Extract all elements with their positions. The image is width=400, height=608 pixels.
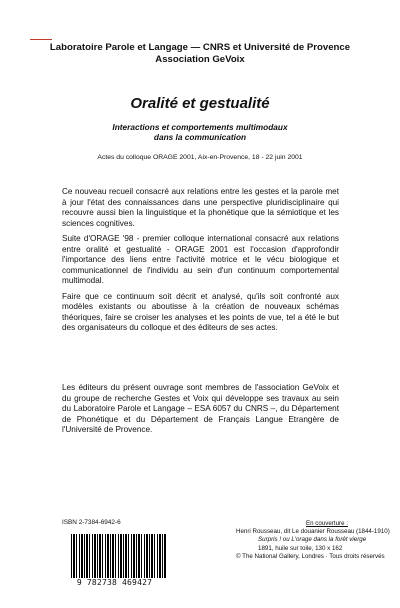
barcode-digits: 9 782738 469427 [76, 578, 153, 587]
header-line-lab: Laboratoire Parole et Langage — CNRS et Université de Provence [49, 42, 351, 53]
conference-info: Actes du colloque ORAGE 2001, Aix-en-Provence, 18 - 22 juin 2001 [97, 154, 303, 161]
association-note [62, 383, 339, 441]
credits-copyright: © The National Gallery, Londres · Tous droits réservés [236, 552, 385, 560]
barcode [63, 534, 166, 588]
book-subtitle [0, 122, 400, 142]
cover-credits [236, 520, 390, 561]
barcode-bars [71, 534, 166, 578]
book-title: Oralité et gestualité [130, 95, 270, 112]
subtitle-line-2: dans la communication [153, 132, 247, 142]
credits-heading: En couverture : [306, 520, 348, 527]
accent-mark [30, 39, 52, 40]
blurb-paragraph-1: Ce nouveau recueil consacré aux relations entre les gestes et la parole met à jour l'état des connaissances dans une perspective pluridisciplinaire qui recouvre aussi bien la linguistique et la phonétique que la sémiotique et les sciences cognitives. [62, 187, 339, 228]
blurb-paragraph-3: Faire que ce continuum soit décrit et analysé, qu'ils soit confronté aux modèles existants ou aboutisse à la création de nouveaux schémas théoriques, faire se croiser les analyses et les points de vue, tel a été le but des organisateurs du colloque et des éditeurs de ses actes. [62, 291, 339, 332]
credits-artist: Henri Rousseau, dit Le douanier Rousseau (1844-1910) [236, 528, 390, 536]
isbn: ISBN 2-7384-6942-6 [62, 519, 121, 526]
credits-medium: 1891, huile sur toile, 130 x 162 [258, 544, 343, 552]
credits-artwork: Surpris ! ou L'orage dans la forêt vierge [258, 536, 367, 544]
blurb-paragraph-2: Suite d'ORAGE '98 - premier colloque international consacré aux relations entre oralité et gestualité - ORAGE 2001 est l'occasion d'approfondir l'importance des liens entre l'activité motrice et le vécu biologique et communicationnel de l'individu au sein d'un continuum comportemental multimodal. [62, 234, 339, 285]
publisher-header [0, 42, 400, 66]
header-line-association: Association GeVoix [155, 54, 245, 65]
association-paragraph: Les éditeurs du présent ouvrage sont membres de l'association GeVoix et du groupe de recherche Gestes et Voix qui développe ses travaux au sein du Laboratoire Parole et Langage – ESA 6057 du CNRS –, du Département de Phonétique et du Département de Français Langue Etrangère de l'Université de Provence. [62, 383, 339, 434]
blurb [62, 187, 339, 339]
subtitle-line-1: Interactions et comportements multimodaux [112, 122, 288, 132]
